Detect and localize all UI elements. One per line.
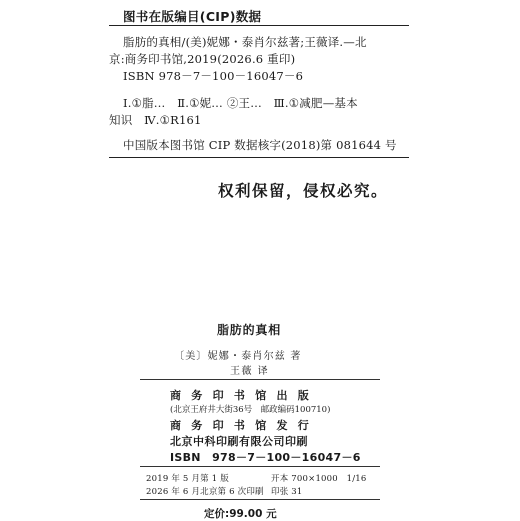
colophon-isbn: ISBN 978－7－100－16047－6	[170, 451, 361, 464]
printed-sheets: 印张 31	[271, 487, 303, 497]
book-format: 开本 700×1000 1/16	[271, 474, 367, 484]
book-translator: 王薇 译	[230, 366, 270, 377]
price: 定价:99.00 元	[204, 508, 277, 520]
cip-catalogue-number: 中国版本图书馆 CIP 数据核字(2018)第 081644 号	[123, 138, 397, 152]
book-author: 〔美〕妮娜・泰肖尔兹 著	[174, 351, 302, 362]
colophon-bottom-rule	[140, 499, 380, 500]
distributor: 商务印书馆发行	[170, 419, 320, 432]
cip-heading: 图书在版编目(CIP)数据	[123, 9, 262, 24]
rights-notice: 权利保留，侵权必究。	[218, 181, 389, 200]
book-title: 脂肪的真相	[217, 323, 282, 337]
printer: 北京中科印刷有限公司印刷	[170, 435, 308, 448]
cip-record-line-1: 脂肪的真相/(美)妮娜・泰肖尔兹著;王薇译.—北	[123, 35, 367, 49]
first-edition: 2019 年 5 月第 1 版	[146, 474, 229, 484]
reprint-info: 2026 年 6 月北京第 6 次印刷	[146, 487, 264, 497]
colophon-top-rule	[140, 379, 380, 380]
cip-isbn: ISBN 978－7－100－16047－6	[123, 69, 304, 83]
cip-classification-line-2: 知识 Ⅳ.①R161	[109, 113, 202, 127]
cip-record-line-2: 京:商务印书馆,2019(2026.6 重印)	[109, 52, 296, 66]
cip-top-rule	[109, 25, 409, 26]
publisher-name: 商务印书馆出版	[170, 389, 320, 402]
colophon-middle-rule	[140, 466, 380, 467]
cip-classification-line-1: Ⅰ.①脂… Ⅱ.①妮… ②王… Ⅲ.①减肥—基本	[123, 96, 358, 110]
cip-bottom-rule	[109, 157, 409, 158]
publisher-address: (北京王府井大街36号 邮政编码100710)	[170, 405, 331, 415]
